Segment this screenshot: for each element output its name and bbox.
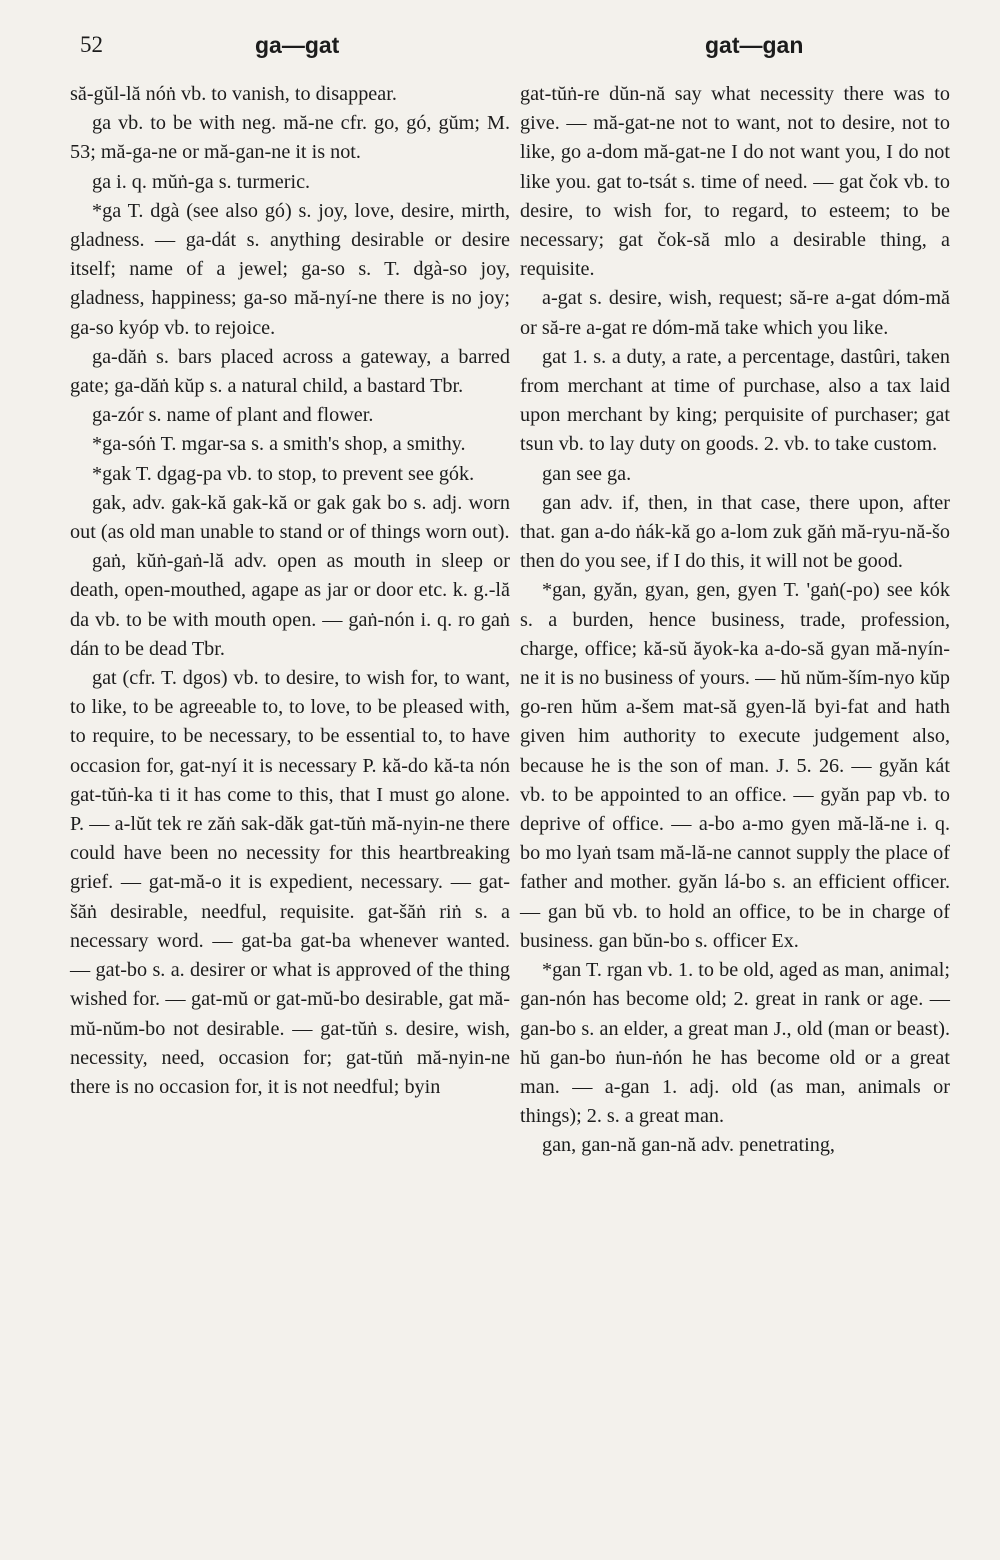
dictionary-entry: ga i. q. mŭṅ-ga s. turmeric. [92,170,311,193]
dictionary-entry: *ga T. dgà (see also gó) s. joy, love, desire, mirth, gladness. — ga-dát s. anything desirable or desire itself; name of a jewel; ga-so s. T. dgà-so joy, gladness, happiness; ga-so mă-nyí-ne there is no joy; ga-so kyóp vb. to rejoice. [70,199,510,339]
dictionary-entry: *gan T. rgan vb. 1. to be old, aged as man, animal; gan-nón has become old; 2. great in rank or age. — gan-bo s. an elder, a great man J., old (man or beast). hŭ gan-bo ṅun-ṅón he has become old or a great man. — a-gan 1. adj. old (as man, animals or things); 2. s. a great man. [520,959,950,1128]
right-column [520,80,950,1161]
dictionary-entry: *gan, gyăn, gyan, gen, gyen T. 'gaṅ(-po) see kók s. a burden, hence business, trade, profession, charge, office; kă-sŭ ăyok-ka a-do-să gyan mă-nyín-ne it is no business of yours. — hŭ nŭm-ším-nyo kŭp go-ren hŭm a-šem mat-să gyen-lă byi-fat and hath given him authority to execute judgement also, because he is the son of man. J. 5. 26. — gyăn kát vb. to be appointed to an office. — gyăn pap vb. to deprive of office. — a-bo a-mo gyen mă-lă-ne i. q. bo mo lyaṅ tsam mă-lă-ne cannot supply the place of father and mother. gyăn lá-bo s. an efficient officer. — gan bŭ vb. to hold an office, to be in charge of business. gan bŭn-bo s. officer Ex. [520,579,950,952]
dictionary-entry: gak, adv. gak-kă gak-kă or gak gak bo s. adj. worn out (as old man unable to stand or of things worn out). [70,491,510,544]
dictionary-entry: gat 1. s. a duty, a rate, a percentage, dastûri, taken from merchant at time of purchase, also a tax laid upon merchant by king; perquisite of purchaser; gat tsun vb. to lay duty on goods. 2. vb. to take custom. [520,345,950,456]
dictionary-entry: ga-zór s. name of plant and flower. [92,404,374,427]
dictionary-entry: gat (cfr. T. dgos) vb. to desire, to wish for, to want, to like, to be agreeable to, to love, to be pleased with, to require, to be necessary, to be essential to, to have occasion for, gat-nyí it is necessary P. kă-do kă-ta nón gat-tŭṅ-ka ti it has come to this, that I must go alone. P. — a-lŭt tek re zăṅ sak-dăk gat-tŭṅ mă-nyin-ne there could have been no necessity for this heartbreaking grief. — gat-mă-o it is expedient, necessary. — gat-šăṅ desirable, needful, requisite. gat-šăṅ riṅ s. a necessary word. — gat-ba gat-ba whenever wanted. — gat-bo s. a. desirer or what is approved of the thing wished for. — gat-mŭ or gat-mŭ-bo desirable, gat mă-mŭ-nŭm-bo not desirable. — gat-tŭṅ s. desire, wish, necessity, need, occasion for; gat-tŭṅ mă-nyin-ne there is no occasion for, it is not needful; byin [70,667,510,1098]
dictionary-entry: *ga-sóṅ T. mgar-sa s. a smith's shop, a smithy. [92,433,466,456]
dictionary-entry: să-gŭl-lă nóṅ vb. to vanish, to disappear. [70,83,397,105]
dictionary-entry: ga-dăṅ s. bars placed across a gateway, a barred gate; ga-dăṅ kŭp s. a natural child, a bastard Tbr. [70,345,510,398]
dictionary-entry: gan, gan-nă gan-nă adv. penetrating, [542,1134,835,1157]
dictionary-entry: ga vb. to be with neg. mă-ne cfr. go, gó, gŭm; M. 53; mă-ga-ne or mă-gan-ne it is not. [70,112,510,164]
dictionary-entry: gan adv. if, then, in that case, there upon, after that. gan a-do ṅák-kă go a-lom zuk găṅ mă-ryu-nă-šo then do you see, if I do this, it will not be good. [520,491,950,573]
running-head-right: gat—gan [705,32,804,58]
left-column [70,80,510,1102]
dictionary-entry: *gak T. dgag-pa vb. to stop, to prevent see gók. [92,462,475,485]
dictionary-entry: gat-tŭṅ-re dŭn-nă say what necessity there was to give. — mă-gat-ne not to want, not to desire, not to like, go a-dom mă-gat-ne I do not want you, I do not like you. gat to-tsát s. time of need. — gat čok vb. to desire, to wish for, to regard, to esteem; to be necessary; gat čok-să mlo a desirable thing, a requisite. [520,83,950,281]
dictionary-entry: gan see ga. [542,462,632,485]
page-number: 52 [80,32,103,57]
running-head-left: ga—gat [255,32,340,58]
dictionary-entry: a-gat s. desire, wish, request; să-re a-gat dóm-mă or să-re a-gat re dóm-mă take which you like. [520,287,950,339]
dictionary-entry: gaṅ, kŭṅ-gaṅ-lă adv. open as mouth in sleep or death, open-mouthed, agape as jar or door etc. k. g.-lă da vb. to be with mouth open. — gaṅ-nón i. q. ro gaṅ dán to be dead Tbr. [70,550,510,660]
